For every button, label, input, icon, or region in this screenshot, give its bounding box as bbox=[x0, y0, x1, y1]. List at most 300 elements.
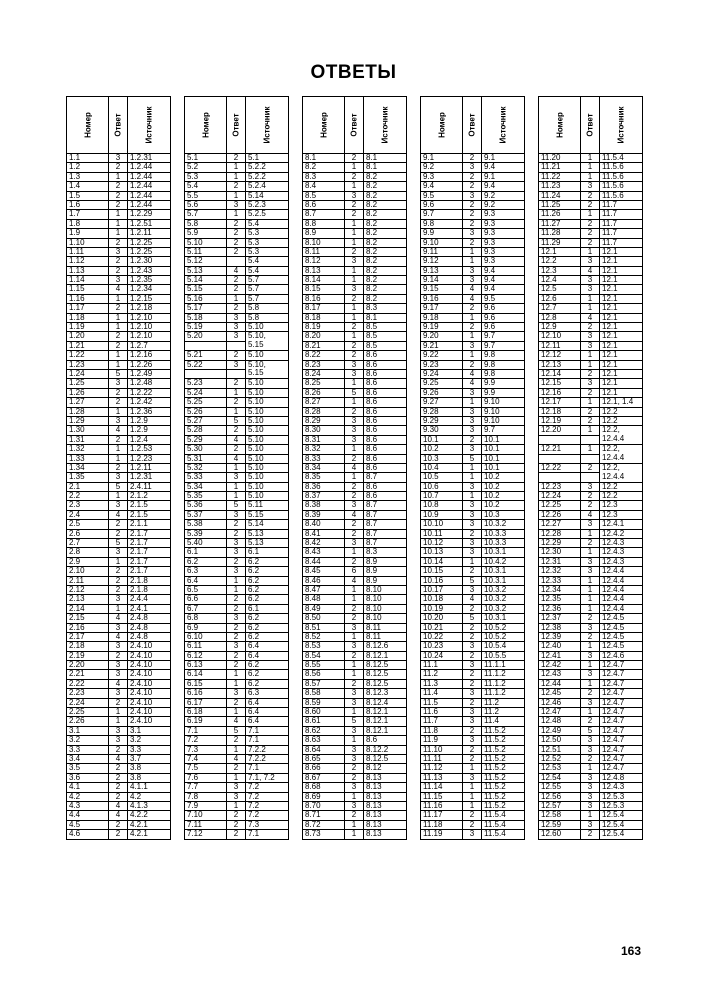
table-row bbox=[67, 736, 171, 745]
answer-source: 9.7 bbox=[482, 341, 525, 350]
answer-source: 10.5.5 bbox=[482, 651, 525, 660]
table-row bbox=[67, 783, 171, 792]
answer-value: 2 bbox=[345, 764, 364, 773]
answer-number: 2.4 bbox=[67, 510, 109, 519]
answer-value: 3 bbox=[463, 276, 482, 285]
answer-number: 5.29 bbox=[185, 435, 227, 444]
answer-source: 10.2 bbox=[482, 501, 525, 510]
answer-value: 1 bbox=[581, 210, 600, 219]
answer-source: 8.3 bbox=[364, 548, 407, 557]
table-row bbox=[67, 614, 171, 623]
answer-value: 2 bbox=[109, 567, 128, 576]
answer-value: 5 bbox=[227, 501, 246, 510]
answer-number: 2.9 bbox=[67, 557, 109, 566]
answer-value: 2 bbox=[227, 830, 246, 839]
answer-source: 11.5.4 bbox=[482, 830, 525, 839]
table-row bbox=[421, 614, 525, 623]
answer-source: 4.2.2 bbox=[128, 811, 171, 820]
answer-value: 2 bbox=[109, 435, 128, 444]
answer-source: 6.1 bbox=[246, 604, 289, 613]
table-row bbox=[539, 426, 643, 435]
answer-source: 1.2.11 bbox=[128, 229, 171, 238]
table-row bbox=[539, 341, 643, 350]
answer-value: 3 bbox=[345, 360, 364, 369]
answer-value: 2 bbox=[463, 679, 482, 688]
answer-value: 2 bbox=[345, 247, 364, 256]
answer-value: 4 bbox=[581, 266, 600, 275]
answer-value: 3 bbox=[463, 388, 482, 397]
column-header bbox=[67, 97, 109, 154]
answer-number: 8.27 bbox=[303, 398, 345, 407]
answer-value bbox=[227, 257, 246, 266]
answer-source: 1.2.49 bbox=[128, 369, 171, 378]
answer-value: 3 bbox=[463, 773, 482, 782]
answer-value: 2 bbox=[227, 229, 246, 238]
table-row bbox=[539, 736, 643, 745]
answer-source: 8.12.1 bbox=[364, 651, 407, 660]
table-row bbox=[421, 529, 525, 538]
answer-source: 11.7 bbox=[600, 200, 643, 209]
answer-source: 2.4.10 bbox=[128, 661, 171, 670]
answer-value: 5 bbox=[581, 726, 600, 735]
answer-number: 4.1 bbox=[67, 783, 109, 792]
answer-number: 5.36 bbox=[185, 501, 227, 510]
answer-source: 8.11 bbox=[364, 632, 407, 641]
answer-number: 10.18 bbox=[421, 595, 463, 604]
answer-value: 3 bbox=[109, 473, 128, 482]
answer-number: 8.70 bbox=[303, 801, 345, 810]
answer-value: 2 bbox=[109, 585, 128, 594]
answer-value: 3 bbox=[345, 745, 364, 754]
answer-source: 8.2 bbox=[364, 229, 407, 238]
answer-value: 2 bbox=[345, 679, 364, 688]
answer-number: 5.12 bbox=[185, 257, 227, 266]
table-row bbox=[185, 445, 289, 454]
table-row bbox=[67, 670, 171, 679]
answer-value: 2 bbox=[345, 351, 364, 360]
table-row bbox=[539, 501, 643, 510]
answer-source: 2.4.8 bbox=[128, 623, 171, 632]
table-row bbox=[67, 585, 171, 594]
answer-number: 1.4 bbox=[67, 182, 109, 191]
answer-number: 8.46 bbox=[303, 576, 345, 585]
answer-source: 2.4.8 bbox=[128, 614, 171, 623]
answer-value: 2 bbox=[109, 398, 128, 407]
answer-number: 8.64 bbox=[303, 745, 345, 754]
answer-number: 7.10 bbox=[185, 811, 227, 820]
answer-value: 2 bbox=[227, 426, 246, 435]
answer-source: 12.4.3 bbox=[600, 783, 643, 792]
answer-number: 12.42 bbox=[539, 661, 581, 670]
answer-value: 2 bbox=[109, 463, 128, 472]
answer-value: 3 bbox=[463, 341, 482, 350]
answer-number: 12.46 bbox=[539, 698, 581, 707]
table-row bbox=[185, 811, 289, 820]
answer-source: 12.1 bbox=[600, 294, 643, 303]
table-row bbox=[539, 463, 643, 472]
answer-value: 2 bbox=[463, 820, 482, 829]
answer-number: 6.11 bbox=[185, 642, 227, 651]
table-row bbox=[185, 820, 289, 829]
table-row bbox=[185, 463, 289, 472]
answer-source: 9.4 bbox=[482, 266, 525, 275]
answer-source: 3.7 bbox=[128, 755, 171, 764]
answer-value: 1 bbox=[581, 426, 600, 435]
answer-number: 8.31 bbox=[303, 435, 345, 444]
answer-number: 12.14 bbox=[539, 369, 581, 378]
answer-number: 8.56 bbox=[303, 670, 345, 679]
table-row bbox=[539, 585, 643, 594]
answer-number: 9.12 bbox=[421, 257, 463, 266]
answer-source: 2.4.8 bbox=[128, 632, 171, 641]
answer-value: 3 bbox=[581, 783, 600, 792]
table-row bbox=[303, 341, 407, 350]
answer-source: 11.5.2 bbox=[482, 755, 525, 764]
answer-value: 1 bbox=[227, 773, 246, 782]
answer-source: 2.4.10 bbox=[128, 651, 171, 660]
answer-number: 5.4 bbox=[185, 182, 227, 191]
answer-source: 12.5.3 bbox=[600, 801, 643, 810]
table-row bbox=[67, 510, 171, 519]
table-row bbox=[303, 642, 407, 651]
answer-source: 1.2.44 bbox=[128, 172, 171, 181]
table-row bbox=[303, 266, 407, 275]
answer-value: 1 bbox=[227, 670, 246, 679]
answer-value: 2 bbox=[227, 595, 246, 604]
answer-source: 6.2 bbox=[246, 661, 289, 670]
answer-value: 2 bbox=[463, 745, 482, 754]
answer-number: 1.14 bbox=[67, 276, 109, 285]
table-row bbox=[539, 670, 643, 679]
answer-number: 12.12 bbox=[539, 351, 581, 360]
answer-value: 3 bbox=[581, 736, 600, 745]
table-row bbox=[303, 482, 407, 491]
answer-value: 2 bbox=[463, 632, 482, 641]
table-row bbox=[303, 332, 407, 341]
answer-source: 6.4 bbox=[246, 708, 289, 717]
table-row bbox=[421, 257, 525, 266]
answer-value: 3 bbox=[109, 501, 128, 510]
table-row bbox=[303, 820, 407, 829]
table-row bbox=[421, 407, 525, 416]
answer-number: 3.3 bbox=[67, 745, 109, 754]
answer-source: 9.9 bbox=[482, 379, 525, 388]
table-row bbox=[303, 792, 407, 801]
answer-number: 8.2 bbox=[303, 163, 345, 172]
answer-value: 1 bbox=[463, 801, 482, 810]
answer-source: 8.1 bbox=[364, 313, 407, 322]
answer-number: 2.13 bbox=[67, 595, 109, 604]
table-row bbox=[539, 764, 643, 773]
answer-number: 8.44 bbox=[303, 557, 345, 566]
table-row bbox=[539, 445, 643, 454]
answer-number: 6.9 bbox=[185, 623, 227, 632]
answer-value: 1 bbox=[345, 238, 364, 247]
answer-source: 11.7 bbox=[600, 229, 643, 238]
answer-value: 3 bbox=[581, 567, 600, 576]
answer-number: 2.20 bbox=[67, 661, 109, 670]
answer-number: 11.10 bbox=[421, 745, 463, 754]
answer-value: 3 bbox=[463, 426, 482, 435]
answer-source: 7.2 bbox=[246, 801, 289, 810]
answer-value: 2 bbox=[581, 614, 600, 623]
answer-value: 1 bbox=[581, 679, 600, 688]
table-row bbox=[303, 679, 407, 688]
table-row bbox=[303, 670, 407, 679]
answer-number: 3.1 bbox=[67, 726, 109, 735]
answer-source: 11.1.2 bbox=[482, 670, 525, 679]
answer-number: 4.6 bbox=[67, 830, 109, 839]
answer-number: 8.41 bbox=[303, 529, 345, 538]
answer-source: 8.9 bbox=[364, 567, 407, 576]
answer-number: 6.10 bbox=[185, 632, 227, 641]
answer-source-continuation: 12.4.4 bbox=[600, 473, 643, 482]
answer-value: 2 bbox=[109, 576, 128, 585]
answer-source: 8.10 bbox=[364, 585, 407, 594]
answer-source: 12.4.5 bbox=[600, 614, 643, 623]
answer-value: 2 bbox=[345, 294, 364, 303]
answer-source: 2.1.5 bbox=[128, 510, 171, 519]
table-row bbox=[539, 698, 643, 707]
answer-value: 3 bbox=[227, 614, 246, 623]
answer-value: 4 bbox=[227, 266, 246, 275]
answer-number: 8.24 bbox=[303, 369, 345, 378]
answer-value: 1 bbox=[463, 492, 482, 501]
answer-source: 9.10 bbox=[482, 416, 525, 425]
answer-number: 5.1 bbox=[185, 154, 227, 163]
answer-source: 8.10 bbox=[364, 604, 407, 613]
table-row bbox=[421, 313, 525, 322]
answer-source: 5.2.2 bbox=[246, 172, 289, 181]
answer-number: 9.27 bbox=[421, 398, 463, 407]
answer-source: 12.1 bbox=[600, 360, 643, 369]
column-header-label: Номер bbox=[201, 112, 210, 138]
table-row bbox=[67, 661, 171, 670]
table-row bbox=[185, 539, 289, 548]
table-row bbox=[539, 679, 643, 688]
table-row bbox=[67, 773, 171, 782]
answer-source: 8.6 bbox=[364, 736, 407, 745]
table-row bbox=[421, 388, 525, 397]
answer-source: 11.5.2 bbox=[482, 764, 525, 773]
answer-source: 12.4.2 bbox=[600, 529, 643, 538]
answer-number: 10.7 bbox=[421, 492, 463, 501]
answer-value: 4 bbox=[463, 595, 482, 604]
empty-cell bbox=[581, 473, 600, 482]
table-row bbox=[421, 276, 525, 285]
answer-source: 1.2.4 bbox=[128, 435, 171, 444]
answer-source: 3.1 bbox=[128, 726, 171, 735]
table-row bbox=[539, 369, 643, 378]
table-row bbox=[67, 576, 171, 585]
table-row bbox=[421, 745, 525, 754]
answer-source: 6.4 bbox=[246, 651, 289, 660]
answer-source: 5.14 bbox=[246, 191, 289, 200]
answer-number: 1.22 bbox=[67, 351, 109, 360]
answer-source: 8.12.2 bbox=[364, 745, 407, 754]
answer-source: 11.4 bbox=[482, 717, 525, 726]
answer-source: 9.10 bbox=[482, 407, 525, 416]
answer-source: 8.6 bbox=[364, 351, 407, 360]
column-header-label: Ответ bbox=[467, 113, 477, 137]
answer-value: 2 bbox=[109, 332, 128, 341]
table-row bbox=[421, 219, 525, 228]
answer-number: 8.3 bbox=[303, 172, 345, 181]
answer-source: 7.1 bbox=[246, 736, 289, 745]
answer-source: 5.10 bbox=[246, 388, 289, 397]
answer-number: 8.42 bbox=[303, 539, 345, 548]
answer-number: 1.12 bbox=[67, 257, 109, 266]
answer-source: 12.4.5 bbox=[600, 632, 643, 641]
table-row bbox=[539, 351, 643, 360]
empty-cell bbox=[185, 369, 227, 378]
answer-value: 3 bbox=[463, 689, 482, 698]
table-row bbox=[303, 661, 407, 670]
answer-number: 7.4 bbox=[185, 755, 227, 764]
answer-source: 8.12.6 bbox=[364, 642, 407, 651]
answer-source: 9.1 bbox=[482, 154, 525, 163]
answer-source: 8.12 bbox=[364, 764, 407, 773]
answer-source: 12.4.7 bbox=[600, 661, 643, 670]
answer-source: 8.7 bbox=[364, 510, 407, 519]
answer-number: 5.6 bbox=[185, 200, 227, 209]
table-row bbox=[421, 585, 525, 594]
answer-value: 2 bbox=[227, 764, 246, 773]
answer-number: 5.9 bbox=[185, 229, 227, 238]
answer-number: 12.32 bbox=[539, 567, 581, 576]
answer-number: 12.1 bbox=[539, 247, 581, 256]
table-row bbox=[539, 820, 643, 829]
table-row bbox=[67, 398, 171, 407]
answer-number: 1.11 bbox=[67, 247, 109, 256]
answer-number: 9.21 bbox=[421, 341, 463, 350]
answer-source: 11.7 bbox=[600, 210, 643, 219]
answer-number: 8.61 bbox=[303, 717, 345, 726]
table-row bbox=[67, 454, 171, 463]
answer-value: 3 bbox=[227, 792, 246, 801]
answer-number: 4.4 bbox=[67, 811, 109, 820]
answer-number: 10.14 bbox=[421, 557, 463, 566]
column-header bbox=[581, 97, 600, 154]
table-row bbox=[421, 510, 525, 519]
answer-value: 3 bbox=[109, 595, 128, 604]
table-row bbox=[303, 182, 407, 191]
answer-number: 5.32 bbox=[185, 463, 227, 472]
answer-number: 8.37 bbox=[303, 492, 345, 501]
table-row bbox=[185, 726, 289, 735]
answer-source: 5.4 bbox=[246, 266, 289, 275]
table-row bbox=[539, 614, 643, 623]
answer-number: 4.2 bbox=[67, 792, 109, 801]
answer-value: 2 bbox=[227, 811, 246, 820]
answer-source: 1.2.16 bbox=[128, 351, 171, 360]
answer-number: 2.2 bbox=[67, 492, 109, 501]
answer-source: 12.4.4 bbox=[600, 585, 643, 594]
answer-value: 2 bbox=[463, 604, 482, 613]
answer-number: 3.2 bbox=[67, 736, 109, 745]
table-row bbox=[303, 172, 407, 181]
answer-source: 5.8 bbox=[246, 313, 289, 322]
answer-source: 12.4.3 bbox=[600, 557, 643, 566]
table-row bbox=[67, 229, 171, 238]
answer-number: 12.43 bbox=[539, 670, 581, 679]
answer-value: 1 bbox=[109, 407, 128, 416]
table-row bbox=[185, 257, 289, 266]
answer-value: 2 bbox=[109, 792, 128, 801]
table-row bbox=[303, 388, 407, 397]
answer-value: 3 bbox=[345, 426, 364, 435]
answer-value: 1 bbox=[227, 745, 246, 754]
answer-source: 11.5.6 bbox=[600, 163, 643, 172]
table-row bbox=[67, 313, 171, 322]
table-row bbox=[303, 614, 407, 623]
answer-source: 1.2.25 bbox=[128, 247, 171, 256]
answer-source: 1.2.23 bbox=[128, 454, 171, 463]
answer-number: 5.39 bbox=[185, 529, 227, 538]
answer-number: 2.17 bbox=[67, 632, 109, 641]
answer-source: 4.2.1 bbox=[128, 830, 171, 839]
table-row bbox=[67, 830, 171, 839]
answer-source: 9.5 bbox=[482, 294, 525, 303]
answer-source: 10.3.3 bbox=[482, 529, 525, 538]
answer-source: 9.10 bbox=[482, 398, 525, 407]
answer-number: 8.1 bbox=[303, 154, 345, 163]
answer-value: 1 bbox=[345, 182, 364, 191]
table-row bbox=[185, 154, 289, 163]
answer-source: 12.5.4 bbox=[600, 830, 643, 839]
answer-number: 9.15 bbox=[421, 285, 463, 294]
table-row bbox=[67, 689, 171, 698]
answer-number: 12.29 bbox=[539, 539, 581, 548]
table-row bbox=[67, 332, 171, 341]
table-row bbox=[539, 238, 643, 247]
answer-source: 5.2.5 bbox=[246, 210, 289, 219]
answer-number: 12.56 bbox=[539, 792, 581, 801]
table-row bbox=[539, 726, 643, 735]
table-row bbox=[185, 379, 289, 388]
answer-source: 8.12.5 bbox=[364, 679, 407, 688]
answer-source: 10.3.1 bbox=[482, 614, 525, 623]
answer-source: 12.2, bbox=[600, 463, 643, 472]
answer-source: 2.1.7 bbox=[128, 557, 171, 566]
answer-number: 12.48 bbox=[539, 717, 581, 726]
answer-value: 1 bbox=[581, 642, 600, 651]
answer-number: 8.54 bbox=[303, 651, 345, 660]
answer-number: 5.28 bbox=[185, 426, 227, 435]
answer-source: 12.1 bbox=[600, 304, 643, 313]
table-row bbox=[67, 247, 171, 256]
answer-source: 2.4.11 bbox=[128, 482, 171, 491]
column-header-label: Ответ bbox=[349, 113, 359, 137]
answer-value: 1 bbox=[345, 670, 364, 679]
table-row bbox=[185, 332, 289, 341]
table-row bbox=[303, 510, 407, 519]
table-row bbox=[303, 454, 407, 463]
answer-number: 9.4 bbox=[421, 182, 463, 191]
column-header bbox=[421, 97, 463, 154]
answer-value: 1 bbox=[581, 764, 600, 773]
answer-source: 7.2 bbox=[246, 811, 289, 820]
answer-source: 12.4.7 bbox=[600, 698, 643, 707]
answer-number: 12.47 bbox=[539, 708, 581, 717]
answer-value: 2 bbox=[463, 182, 482, 191]
answer-source: 2.1.2 bbox=[128, 492, 171, 501]
answer-value: 1 bbox=[109, 219, 128, 228]
answer-source: 8.9 bbox=[364, 576, 407, 585]
answer-table bbox=[66, 96, 171, 840]
table-row bbox=[67, 623, 171, 632]
table-row-continuation bbox=[539, 454, 643, 463]
